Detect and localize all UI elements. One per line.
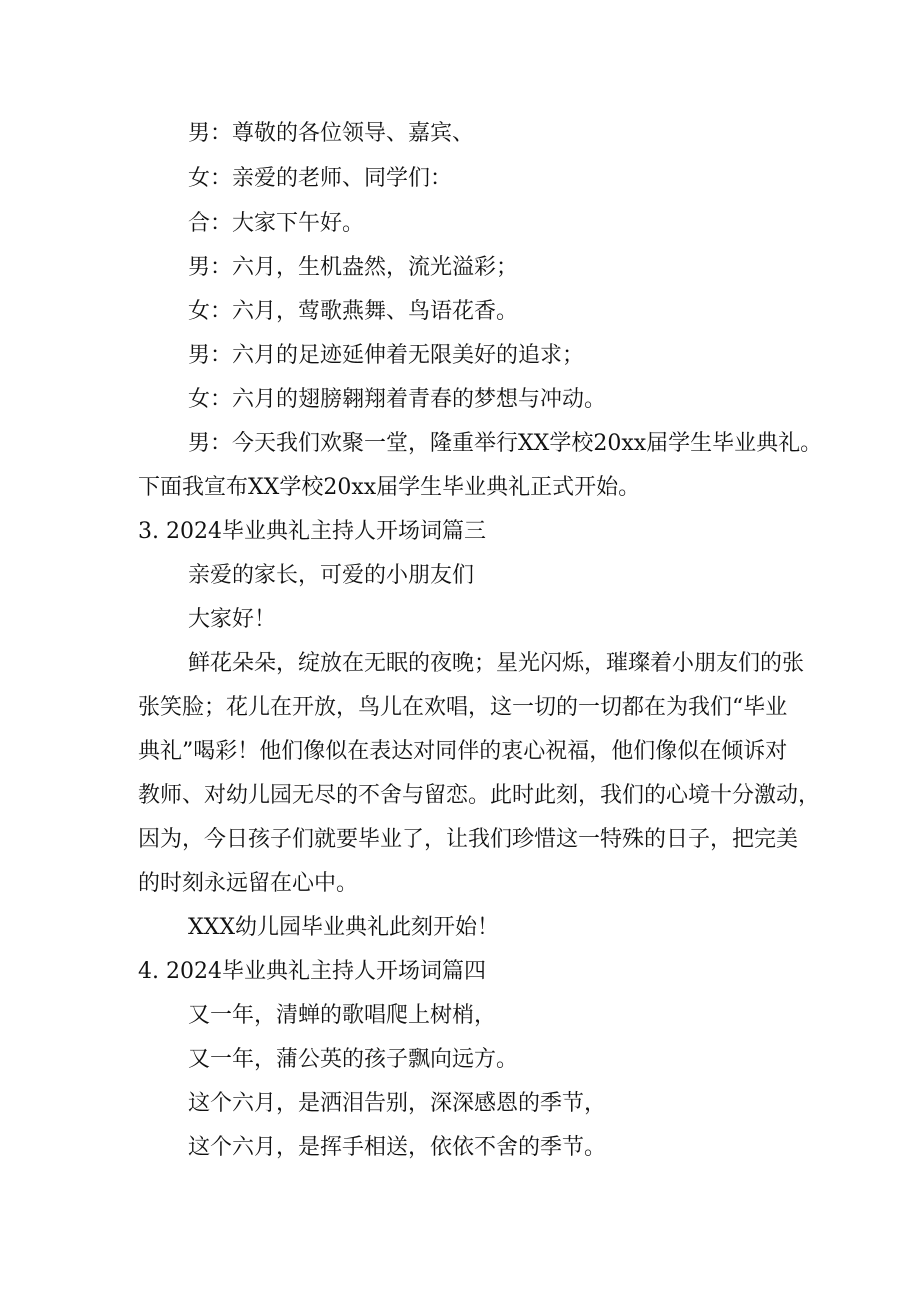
dialogue-line: 女：亲爱的老师、同学们： [188, 166, 453, 191]
poem-line: 这个六月，是挥手相送，依依不舍的季节。 [188, 1135, 607, 1160]
dialogue-line: 女：六月，莺歌燕舞、鸟语花香。 [188, 299, 519, 324]
paragraph-line: 大家好！ [188, 607, 277, 632]
dialogue-line: 下面我宣布XX学校20xx届学生毕业典礼正式开始。 [138, 475, 641, 500]
paragraph-line: 因为，今日孩子们就要毕业了，让我们珍惜这一特殊的日子，把完美 [138, 827, 799, 852]
poem-line: 又一年，蒲公英的孩子飘向远方。 [188, 1047, 519, 1072]
dialogue-line: 女：六月的翅膀翱翔着青春的梦想与冲动。 [188, 387, 607, 412]
paragraph-line: 亲爱的家长，可爱的小朋友们 [188, 563, 475, 588]
dialogue-line: 男：六月，生机盎然，流光溢彩； [188, 255, 519, 280]
dialogue-line: 合：大家下午好。 [188, 211, 365, 236]
paragraph-line: XXX幼儿园毕业典礼此刻开始！ [188, 915, 499, 940]
poem-line: 又一年，清蝉的歌唱爬上树梢， [188, 1003, 497, 1028]
paragraph-line: 典礼”喝彩！他们像似在表达对同伴的衷心祝福，他们像似在倾诉对 [138, 739, 788, 764]
paragraph-line: 鲜花朵朵，绽放在无眠的夜晚；星光闪烁，璀璨着小朋友们的张 [188, 651, 805, 676]
paragraph-line: 教师、对幼儿园无尽的不舍与留恋。此时此刻，我们的心境十分激动， [138, 783, 821, 808]
dialogue-line: 男：六月的足迹延伸着无限美好的追求； [188, 343, 585, 368]
section-heading-4: 4. 2024毕业典礼主持人开场词篇四 [138, 959, 486, 984]
paragraph-line: 张笑脸；花儿在开放，鸟儿在欢唱，这一切的一切都在为我们“毕业 [138, 695, 788, 720]
poem-line: 这个六月，是洒泪告别，深深感恩的季节， [188, 1091, 607, 1116]
section-heading-3: 3. 2024毕业典礼主持人开场词篇三 [138, 519, 486, 544]
dialogue-line: 男：尊敬的各位领导、嘉宾、 [188, 121, 475, 146]
dialogue-line: 男：今天我们欢聚一堂，隆重举行XX学校20xx届学生毕业典礼。 [188, 431, 823, 456]
paragraph-line: 的时刻永远留在心中。 [138, 871, 359, 896]
